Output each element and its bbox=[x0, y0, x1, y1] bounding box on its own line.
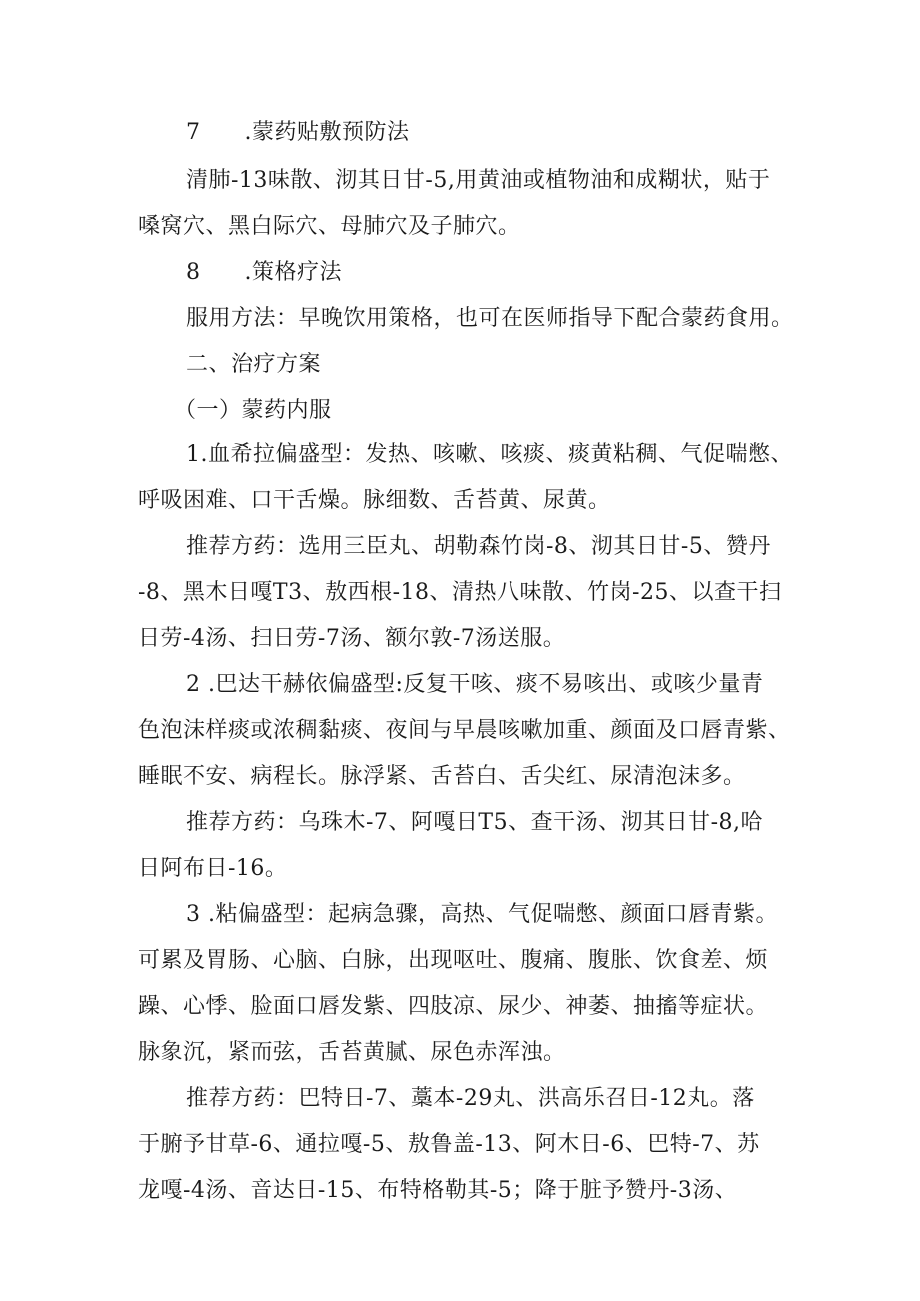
section-7-title: .蒙药贴敷预防法 bbox=[244, 120, 410, 145]
paragraph-line: 3 .粘偏盛型：起病急骤，高热、气促喘憋、颜面口唇青紫。 bbox=[186, 902, 778, 927]
prescription-line: 推荐方药：巴特日-7、藁本-29丸、洪高乐召日-12丸。落 bbox=[186, 1086, 755, 1111]
paragraph-line: 服用方法：早晚饮用策格，也可在医师指导下配合蒙药食用。 bbox=[186, 306, 794, 331]
part-2-heading: 二、治疗方案 bbox=[186, 352, 322, 377]
section-7-heading bbox=[186, 118, 410, 148]
paragraph-line: 呼吸困难、口干舌燥。脉细数、舌苔黄、尿黄。 bbox=[138, 488, 611, 513]
paragraph-line: 2 .巴达干赫依偏盛型:反复干咳、痰不易咳出、或咳少量青 bbox=[186, 672, 764, 697]
section-7-number: 7 bbox=[186, 120, 201, 145]
prescription-line: 于腑予甘草-6、通拉嘎-5、敖鲁盖-13、阿木日-6、巴特-7、苏 bbox=[138, 1132, 760, 1157]
prescription-line: 日劳-4汤、扫日劳-7汤、额尔敦-7汤送服。 bbox=[138, 626, 566, 651]
section-8-title: .策格疗法 bbox=[244, 260, 342, 285]
section-8-number: 8 bbox=[186, 260, 201, 285]
prescription-line: 日阿布日-16。 bbox=[138, 856, 288, 881]
paragraph-line: 清肺-13味散、沏其日甘-5,用黄油或植物油和成糊状，贴于 bbox=[186, 168, 771, 193]
prescription-line: -8、黑木日嘎T3、敖西根-18、清热八味散、竹岗-25、以查干扫 bbox=[138, 580, 782, 605]
part-2-subheading: （一）蒙药内服 bbox=[174, 398, 332, 423]
prescription-line: 龙嘎-4汤、音达日-15、布特格勒其-5；降于脏予赞丹-3汤、 bbox=[138, 1178, 738, 1203]
paragraph-line: 色泡沫样痰或浓稠黏痰、夜间与早晨咳嗽加重、颜面及口唇青紫、 bbox=[138, 718, 791, 743]
prescription-line: 推荐方药：选用三臣丸、胡勒森竹岗-8、沏其日甘-5、赞丹 bbox=[186, 534, 771, 559]
paragraph-line: 可累及胃肠、心脑、白脉，出现呕吐、腹痛、腹胀、饮食差、烦 bbox=[138, 948, 769, 973]
paragraph-line: 嗓窝穴、黑白际穴、母肺穴及子肺穴。 bbox=[138, 214, 521, 239]
section-8-heading bbox=[186, 258, 342, 288]
paragraph-line: 躁、心悸、脸面口唇发紫、四肢凉、尿少、神萎、抽搐等症状。 bbox=[138, 994, 769, 1019]
paragraph-line: 1.血希拉偏盛型：发热、咳嗽、咳痰、痰黄粘稠、气促喘憋、 bbox=[186, 442, 793, 467]
prescription-line: 推荐方药：乌珠木-7、阿嘎日T5、查干汤、沏其日甘-8,哈 bbox=[186, 810, 764, 835]
paragraph-line: 脉象沉，紧而弦，舌苔黄腻、尿色赤浑浊。 bbox=[138, 1040, 566, 1065]
paragraph-line: 睡眠不安、病程长。脉浮紧、舌苔白、舌尖红、尿清泡沫多。 bbox=[138, 764, 746, 789]
